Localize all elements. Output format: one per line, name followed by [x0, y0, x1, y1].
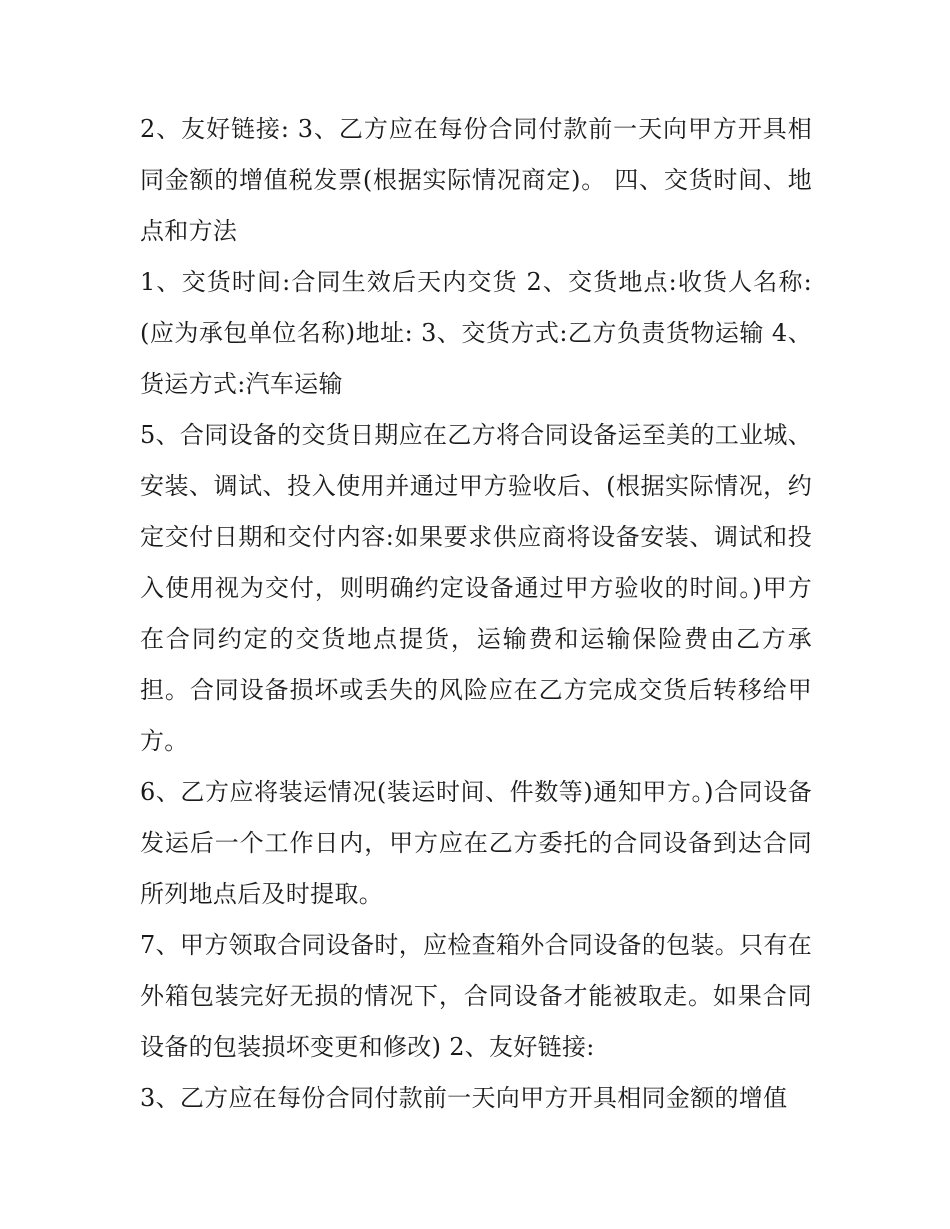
paragraph-inspection: 7、甲方领取合同设备时，应检查箱外合同设备的包装。只有在外箱包装完好无损的情况下，合同设备才能被取走。如果合同设备的包装损坏变更和修改) 2、友好链接:: [140, 931, 812, 1061]
paragraph-invoice: 3、乙方应在每份合同付款前一天向甲方开具相同金额的增值: [140, 1084, 788, 1112]
paragraph-shipping-notice: 6、乙方应将装运情况(装运时间、件数等)通知甲方。)合同设备发运后一个工作日内，甲方应在乙方委托的合同设备到达合同所列地点后及时提取。: [140, 778, 812, 908]
paragraph-invoice-and-delivery-heading: 2、友好链接: 3、乙方应在每份合同付款前一天向甲方开具相同金额的增值税发票(根据实际情况商定)。 四、交货时间、地点和方法: [140, 115, 812, 245]
document-body: [140, 104, 812, 1124]
paragraph-delivery-date: 5、合同设备的交货日期应在乙方将合同设备运至美的工业城、安装、调试、投入使用并通过甲方验收后、(根据实际情况，约定交付日期和交付内容:如果要求供应商将设备安装、调试和投入使用视为交付，则明确约定设备通过甲方验收的时间。)甲方在合同约定的交货地点提货，运输费和运输保险费由乙方承担。合同设备损坏或丢失的风险应在乙方完成交货后转移给甲方。: [140, 421, 812, 755]
paragraph-delivery-terms: 1、交货时间:合同生效后天内交货 2、交货地点:收货人名称: (应为承包单位名称)地址: 3、交货方式:乙方负责货物运输 4、货运方式:汽车运输: [140, 268, 812, 398]
